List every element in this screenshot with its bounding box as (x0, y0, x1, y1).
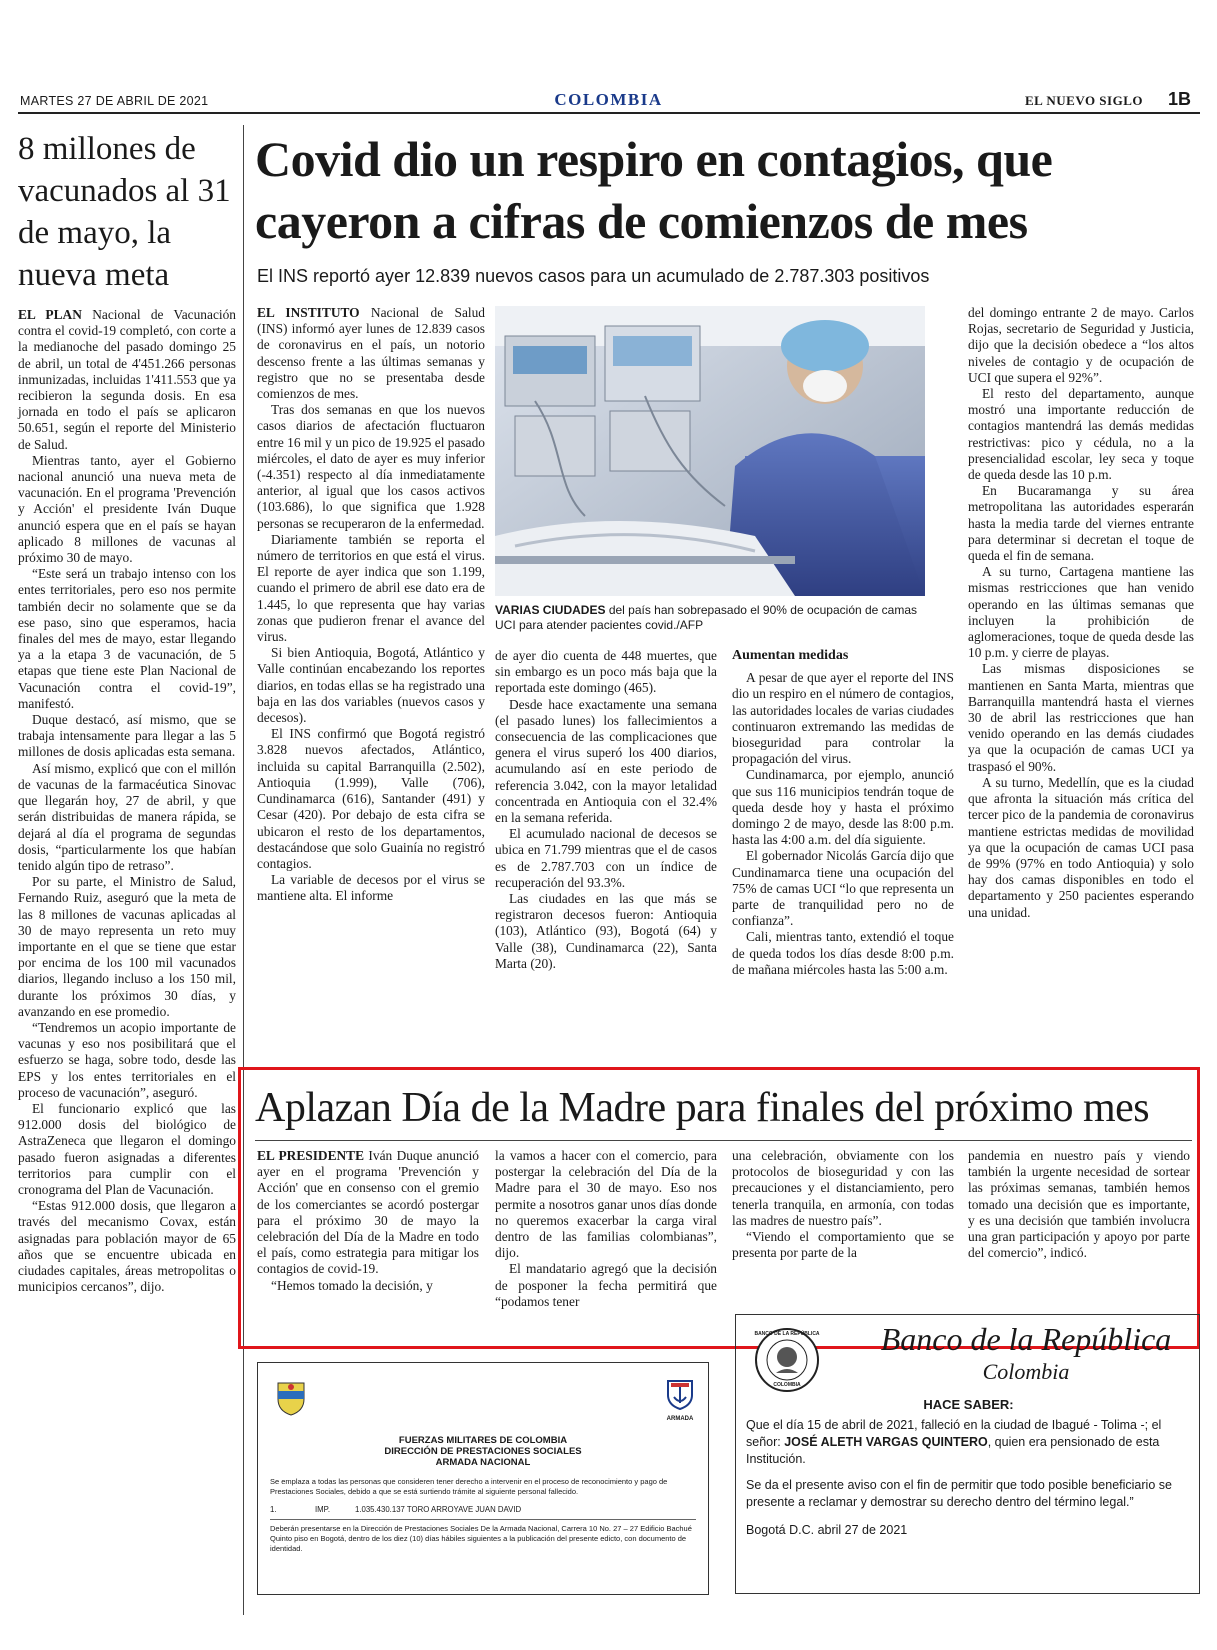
main-col-4 (968, 305, 1194, 921)
main-paragraph: Cundinamarca, por ejemplo, anunció que sus 116 municipios tendrán toque de queda desde hoy y hasta el próximo domingo 2 de mayo, desde las 8:00 p.m. hasta las 4:00 a.m. del día siguiente. (732, 767, 954, 848)
main-paragraph: Diariamente también se reporta el número de territorios en que está el virus. El reporte de ayer indica que son 1.199, cuando el primero de abril ese dato era de 1.445, lo que representa que hay varias zonas que pudieron frenar el avance del virus. (257, 531, 485, 645)
main-paragraph: Cali, mientras tanto, extendió el toque de queda todos los días desde 8:00 p.m. de mañana miércoles hasta las 5:00 a.m. (732, 929, 954, 977)
main-paragraph: A su turno, Medellín, que es la ciudad que afronta la situación más crítica del tercer pico de la pandemia de coronavirus mantiene estrictas medidas de movilidad ya que la ocupación de camas UCI pasa de 99% (97% en todo Antioquia) y solo hay dos camas disponibles en todo el departamento y 250 pacientes esperando una unidad. (968, 774, 1194, 920)
bank-title: HACE SABER: (923, 1397, 1014, 1412)
bank-seal-icon (754, 1327, 820, 1393)
main-paragraph: El gobernador Nicolás García dijo que Cundinamarca tiene una ocupación del 75% de camas UCI “lo que representa un parte de tranquilidad pero no de confianza”. (732, 848, 954, 929)
main-paragraph: Desde hace exactamente una semana (el pasado lunes) los fallecimientos a consecuencia de las complicaciones que genera el virus superó los 400 diarios, acumulando así en este periodo de referencia 3.042, con la mayor letalidad concentrada en Antioquia con el 32.4% en la semana referida. (495, 696, 717, 826)
side-paragraph: Por su parte, el Ministro de Salud, Fernando Ruiz, aseguró que la meta de las 8 millones de vacunas aplicadas al 30 de mayo representa un reto muy importante en el que se tiene que estar por encima de los 100 mil vacunados diarios, llegando incluso a los 150 mil, durante los próximos 30 días, y avanzando en ese promedio. (18, 874, 236, 1019)
military-row (270, 1505, 698, 1514)
military-body: Se emplaza a todas las personas que consideren tener derecho a intervenir en el proceso de reconocimiento y pago de Prestaciones Sociales, debido a que se está surtiendo trámite al siguiente personal fallecido. (270, 1477, 668, 1496)
main-paragraph: El resto del departamento, aunque mostró una importante reducción de contagios mantendrá las demás medidas restrictivas: pico y cédula, no a la presencialidad escolar, ley seca y toque de queda desde las 10 p.m. (968, 386, 1194, 483)
box-col-3 (732, 1148, 954, 1261)
main-paragraph: En Bucaramanga y su área metropolitana las autoridades esperarán hasta la media tarde del viernes entrante para determinar si decretan el toque de queda el fin de semana. (968, 483, 1194, 564)
box-col-2 (495, 1148, 717, 1310)
box-paragraph: la vamos a hacer con el comercio, para postergar la celebración del Día de la Madre para el 30 de mayo. Eso nos permite a nosotros ganar unos días donde no queremos exacerbar la carga viral dentro de las familias colombianas”, dijo. (495, 1148, 717, 1261)
main-deck: El INS reportó ayer 12.839 nuevos casos para un acumulado de 2.787.303 positivos (257, 266, 930, 286)
box-col-4 (968, 1148, 1190, 1261)
main-paragraph: Si bien Antioquia, Bogotá, Atlántico y Valle continúan encabezando los reportes diarios, en todas ellas se ha registrado una baja en las dos variables (nuevos casos y decesos). (257, 645, 485, 726)
bank-notice (735, 1314, 1200, 1594)
seal-bottom-text: COLOMBIA (773, 1382, 801, 1388)
column-divider (243, 125, 244, 1615)
caption-lead: VARIAS CIUDADES (495, 603, 606, 617)
bank-paragraph-2: Se da el presente aviso con el fin de permitir que todo posible beneficiario se presente a reclamar y demostrar su derecho dentro del término legal.” (746, 1478, 1172, 1509)
box-paragraph: “Viendo el comportamiento que se presenta por parte de la (732, 1229, 954, 1261)
photo-caption (495, 603, 927, 633)
bank-script-country: Colombia (982, 1359, 1070, 1384)
navy-label: ARMADA (666, 1416, 694, 1422)
military-header (258, 1435, 708, 1468)
side-paragraph: “Estas 912.000 dosis, que llegaron a través del mecanismo Covax, están asignadas para población mayor de 65 años que se encuentre ubicada en ciudades capitales, áreas metropolitas o municipios cercanos”, dijo. (18, 1198, 236, 1295)
main-paragraph: El INS confirmó que Bogotá registró 3.828 nuevos afectados, Atlántico, incluida su capital Barranquilla (2.502), Antioquia (1.999), Valle (706), Cundinamarca (616), Santander (491) y Cesar (420). Por debajo de esta cifra se ubicaron el resto de los departamentos, destacándose que solo Guainía no registró contagios. (257, 726, 485, 871)
bank-p1-start: Que el día 15 de abril de 2021, falleció en la ciudad de Ibagué - Tolima -; el señor: (746, 1418, 1162, 1449)
military-notice (257, 1362, 709, 1595)
military-line2: DIRECCIÓN DE PRESTACIONES SOCIALES (384, 1446, 582, 1457)
box-paragraph: Iván Duque anunció ayer en el programa 'Prevención y Acción' que en consenso con el gremio de los comerciantes se acordó postergar para el próximo 30 de mayo la celebración del Día de la Madre en todo el país, como estrategia para mitigar los contagios de covid-19. (257, 1148, 480, 1277)
side-paragraph: Mientras tanto, ayer el Gobierno nacional anunció una nueva meta de vacunación. En el programa 'Prevención y Acción' el presidente Iván Duque anunció espera que en el país se hayan aplicado 8 millones de vacunas al próximo 30 de mayo. (18, 452, 236, 566)
main-paragraph: El acumulado nacional de decesos se ubica en 71.799 mientras que el de casos es de 2.787.703 con un índice de recuperación del 93.3%. (495, 826, 717, 890)
colombia-coat-of-arms-icon (272, 1377, 310, 1417)
date-line: MARTES 27 DE ABRIL DE 2021 (20, 94, 209, 108)
military-footer: Deberán presentarse en la Dirección de Prestaciones Sociales De la Armada Nacional, Carrera 10 No. 27 – 27 Edificio Bachué Quinto piso en Bogotá, dentro de los diez (10) días hábiles siguientes a la publicación del presente edicto, con documento de identidad. (270, 1524, 692, 1553)
masthead-rule (18, 112, 1200, 114)
side-paragraph: Duque destacó, así mismo, que se trabaja intensamente para llegar a las 5 millones de dosis aplicadas esta semana. (18, 712, 236, 760)
box-headline: Aplazan Día de la Madre para finales del próximo mes (255, 1085, 1150, 1131)
main-col-3 (732, 648, 954, 978)
military-rule (270, 1519, 696, 1520)
side-headline: 8 millones de vacunados al 31 de mayo, la nueva meta (18, 131, 231, 293)
box-paragraph: pandemia en nuestro país y viendo también la urgente necesidad de sortear las próximas semanas, también hemos tomado una decisión que es importante, y es una decisión que también involucra una gran participación y apoyo por parte del comercio”, indicó. (968, 1148, 1190, 1261)
navy-emblem-icon (660, 1377, 700, 1423)
row-type: IMP. (315, 1505, 331, 1514)
seal-top-text: BANCO DE LA REPÚBLICA (754, 1331, 820, 1337)
main-paragraph: de ayer dio cuenta de 448 muertes, que sin embargo es un poco más baja que la reportada este domingo (465). (495, 648, 717, 696)
box-headline-rule (255, 1140, 1192, 1141)
military-line1: FUERZAS MILITARES DE COLOMBIA (398, 1435, 568, 1446)
paper-name: EL NUEVO SIGLO (1025, 93, 1143, 108)
bank-deceased-name: JOSÉ ALETH VARGAS QUINTERO (784, 1435, 988, 1449)
side-paragraph: “Tendremos un acopio importante de vacunas y eso nos posibilitará que el esfuerzo se haga, sobre todo, desde las EPS y los entes territoriales en el proceso de vacunación”, aseguró. (18, 1019, 236, 1100)
side-paragraph: “Este será un trabajo intenso con los entes territoriales, pero eso nos permite también decir no solamente que se da ese paso, sino que esperamos, hacia finales del mes de mayo, estar llegando ya a la etapa 3 de vacunación, de 5 etapas que tiene este Plan Nacional de Vacunación contra el covid-19”, manifestó. (18, 566, 236, 711)
box-paragraph: una celebración, obviamente con los protocolos de bioseguridad y con las precauciones y el distanciamiento, pero tenerla tranquila, en armonía, con todas las madres de nuestro país”. (732, 1148, 954, 1228)
main-col-2 (495, 648, 717, 972)
main-paragraph: del domingo entrante 2 de mayo. Carlos Rojas, secretario de Seguridad y Justicia, dijo que la decisión obedece a “los altos niveles de contagio y de ocupación de UCI que supera el 92%”. (968, 305, 1194, 385)
main-paragraph: A su turno, Cartagena mantiene las mismas restricciones que han venido operando en las últimas semanas que incluyen la prohibición de aglomeraciones, toque de queda desde las 10 p.m. y cierre de playas. (968, 564, 1194, 661)
side-paragraph: El funcionario explicó que las 912.000 dosis del biológico de AstraZeneca que llegaron el domingo pasado fueron asignadas a diferentes territorios para cumplir con el cronograma del Plan de Vacunación. (18, 1100, 236, 1197)
box-col-1 (257, 1148, 479, 1294)
main-paragraph: A pesar de que ayer el reporte del INS dio un respiro en el número de contagios, las autoridades locales de varias ciudades continuaron extremando las medidas de bioseguridad para controlar la propagación del virus. (732, 670, 954, 767)
side-story-body (18, 307, 236, 1295)
military-line3: ARMADA NACIONAL (435, 1457, 531, 1468)
main-col-1 (257, 305, 485, 905)
main-paragraph: Nacional de Salud (INS) informó ayer lunes de 12.839 casos de coronavirus en el país, un notorio descenso frente a las últimas semanas y registro que no se presentaba desde comienzos de mes. (257, 305, 485, 402)
section-label: COLOMBIA (554, 90, 663, 109)
main-lead: EL INSTITUTO (257, 305, 360, 320)
bank-paragraph-1 (746, 1417, 1191, 1468)
box-paragraph: El mandatario agregó que la decisión de posponer la fecha permitirá que “podamos tener (495, 1261, 717, 1309)
bank-signature: Bogotá D.C. abril 27 de 2021 (746, 1523, 908, 1537)
page-number: 1B (1168, 89, 1192, 109)
bank-p1-end: , quien era pensionado de esta Institución. (746, 1435, 1160, 1466)
main-headline: Covid dio un respiro en contagios, que cayeron a cifras de comienzos de mes (255, 131, 1053, 249)
main-paragraph: La variable de decesos por el virus se mantiene alta. El informe (257, 872, 485, 904)
subhead: Aumentan medidas (732, 648, 849, 663)
main-paragraph: Las mismas disposiciones se mantienen en Santa Marta, mientras que Barranquilla mantendrá hasta el viernes 30 de abril las restricciones que han venido operando en las demás ciudades ya que la ocupación de camas UCI ya traspasó el 90%. (968, 661, 1194, 774)
hospital-photo (495, 306, 925, 596)
side-paragraph: Nacional de Vacunación contra el covid-19 completó, con corte a la medianoche del pasado domingo 25 de abril, un total de 4'451.266 personas inmunizadas, incluidas 1'411.553 que ya recibieron la segunda dosis. En esa jornada en todo el país se aplicaron 50.651, según el reporte del Ministerio de Salud. (18, 307, 236, 452)
main-paragraph: Tras dos semanas en que los nuevos casos diarios de afectación fluctuaron entre 16 mil y un pico de 19.925 el pasado miércoles, el dato de ayer es muy inferior (-4.351) respecto al día inmediatamente anterior, al igual que los casos activos (103.686), lo que significa que 1.928 personas se recuperaron de la enfermedad. (257, 402, 485, 531)
box-paragraph: “Hemos tomado la decisión, y (271, 1277, 433, 1293)
row-number: 1. (270, 1505, 277, 1514)
box-lead: EL PRESIDENTE (257, 1148, 365, 1163)
side-paragraph: Así mismo, explicó que con el millón de vacunas de la farmacéutica Sinovac que llegarán hoy, 27 de abril, y que serán distribuidas de manera rápida, se dejará al día el programa de segundas dosis, “particularmente los que habían tenido algún tipo de retraso”. (18, 760, 236, 873)
side-lead: EL PLAN (18, 307, 82, 322)
row-detail: 1.035.430.137 TORO ARROYAVE JUAN DAVID (355, 1505, 522, 1514)
main-paragraph: Las ciudades en las que más se registraron decesos fueron: Antioquia (103), Atlántico (93), Bogotá (64) y Valle (38), Cundinamarca (22), Santa Marta (20). (495, 891, 717, 971)
bank-script-name: Banco de la República (880, 1321, 1172, 1357)
caption-text: del país han sobrepasado el 90% de ocupación de camas UCI para atender pacientes covid./AFP (495, 603, 918, 632)
